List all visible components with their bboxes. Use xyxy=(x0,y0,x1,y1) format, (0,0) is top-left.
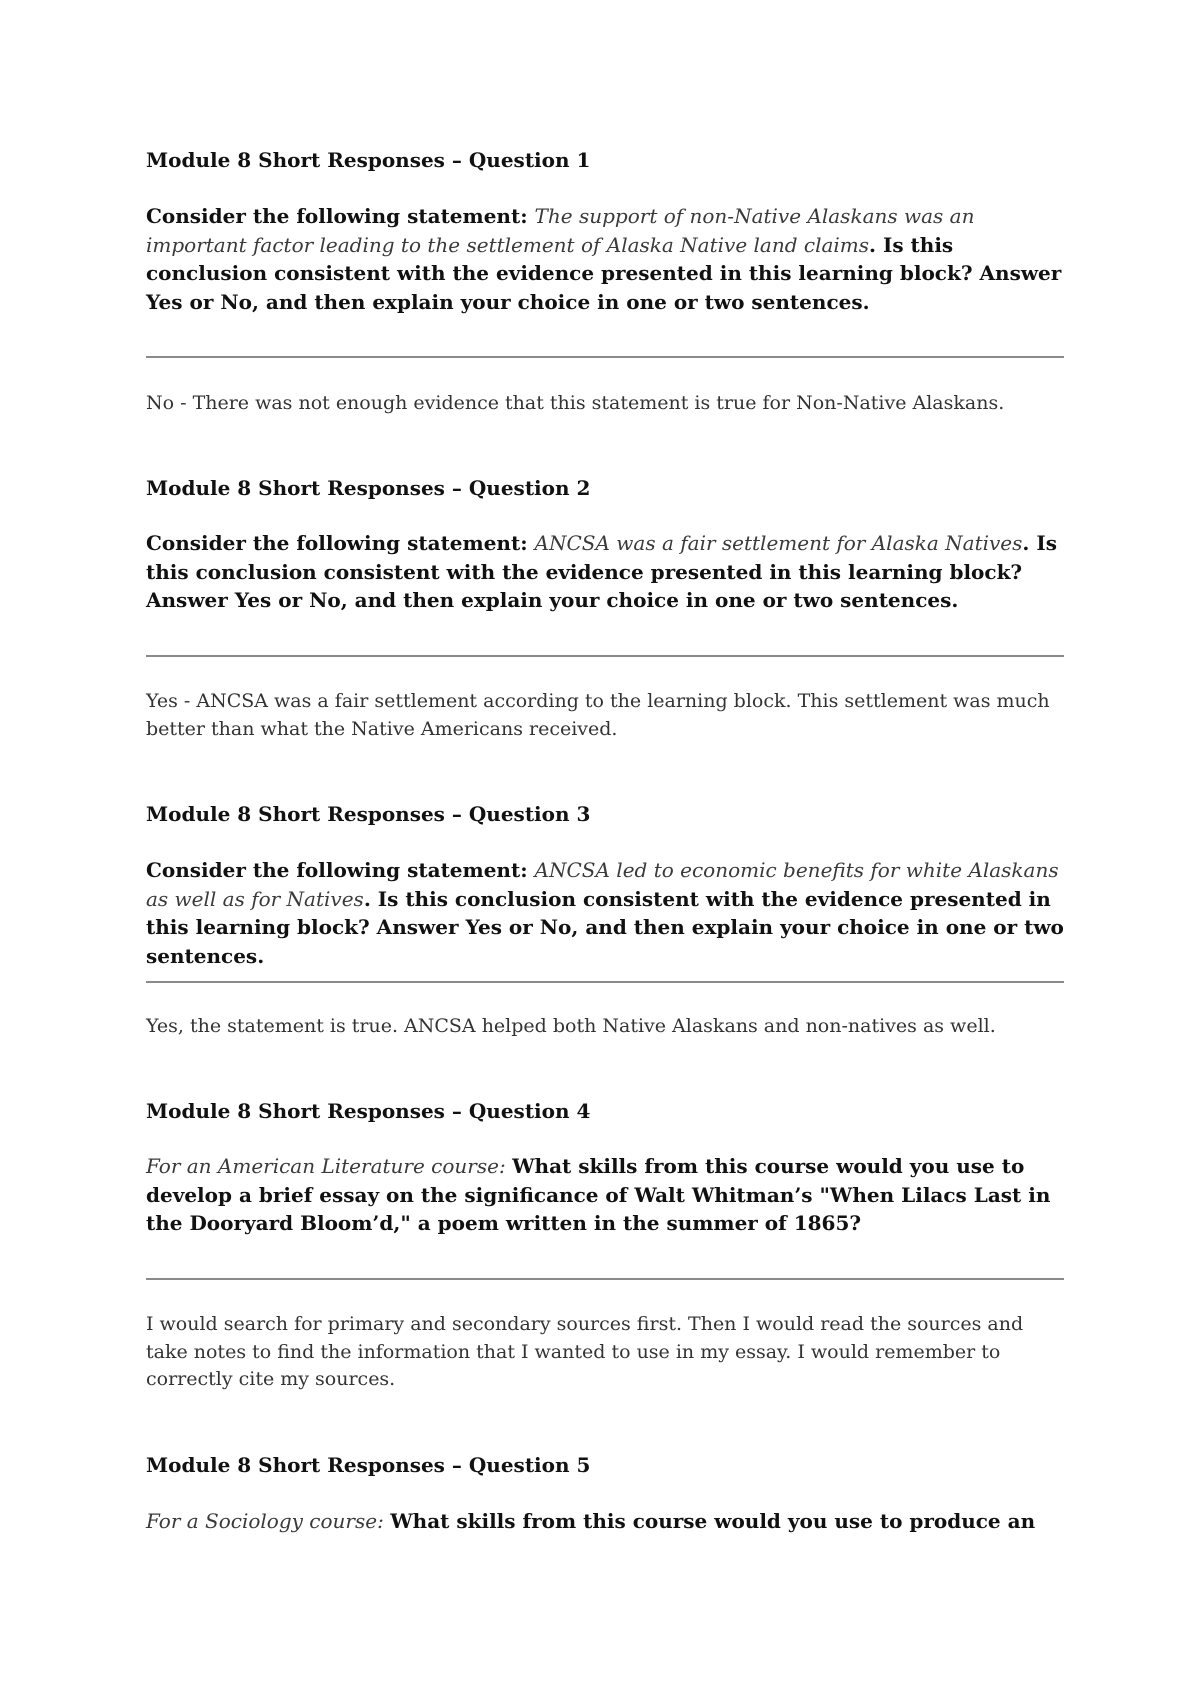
question-5-course: For a Sociology course: xyxy=(146,1509,391,1533)
question-2-title: Module 8 Short Responses – Question 2 xyxy=(146,476,591,500)
question-5-title: Module 8 Short Responses – Question 5 xyxy=(146,1453,591,1477)
question-3-ask: . Is this conclusion consistent with the evidence presented in this learning block? Answer Yes or No, and then explain your choice in one or two sentences. xyxy=(146,886,1064,968)
question-4-answer: I would search for primary and secondary sources first. Then I would read the sources and take notes to find the information that I wanted to use in my essay. I would remember to correctly cite my sources. xyxy=(146,1313,1024,1390)
question-2-lead: Consider the following statement: xyxy=(146,531,535,555)
question-1-prompt xyxy=(146,202,1066,316)
question-2-answer: Yes - ANCSA was a fair settlement according to the learning block. This settlement was much better than what the Native Americans received. xyxy=(146,690,1050,740)
question-2-statement: ANCSA was a fair settlement for Alaska Natives xyxy=(534,531,1023,555)
question-1-answer: No - There was not enough evidence that this statement is true for Non-Native Alaskans. xyxy=(146,392,1005,414)
question-3-lead: Consider the following statement: xyxy=(146,858,535,882)
question-4-course: For an American Literature course: xyxy=(146,1154,513,1178)
question-1-statement: The support of non-Native Alaskans was an important factor leading to the settlement of Alaska Native land claims xyxy=(146,204,975,257)
question-4-title: Module 8 Short Responses – Question 4 xyxy=(146,1099,591,1123)
question-3-statement: ANCSA led to economic benefits for white Alaskans as well as for Natives xyxy=(146,858,1059,911)
question-4-prompt xyxy=(146,1152,1066,1238)
answer-divider xyxy=(146,356,1064,358)
answer-divider xyxy=(146,1278,1064,1280)
question-3-prompt xyxy=(146,856,1066,970)
question-4-ask: What skills from this course would you use to develop a brief essay on the significance of Walt Whitman’s "When Lilacs Last in the Dooryard Bloom’d," a poem written in the summer of 1865? xyxy=(146,1154,1051,1235)
question-5-ask: What skills from this course would you use to produce an xyxy=(390,1509,1036,1533)
question-1-ask: . Is this conclusion consistent with the evidence presented in this learning block? Answer Yes or No, and then explain your choice in one or two sentences. xyxy=(146,232,1062,314)
question-3-answer: Yes, the statement is true. ANCSA helped both Native Alaskans and non-natives as well. xyxy=(146,1015,996,1037)
question-2-prompt xyxy=(146,529,1066,615)
question-1-title: Module 8 Short Responses – Question 1 xyxy=(146,148,591,172)
question-5-prompt xyxy=(146,1507,1066,1536)
answer-divider xyxy=(146,981,1064,983)
question-2-ask: . Is this conclusion consistent with the evidence presented in this learning block? Answer Yes or No, and then explain your choice in one or two sentences. xyxy=(146,531,1057,612)
answer-divider xyxy=(146,655,1064,657)
question-3-title: Module 8 Short Responses – Question 3 xyxy=(146,802,591,826)
question-1-lead: Consider the following statement: xyxy=(146,204,535,228)
